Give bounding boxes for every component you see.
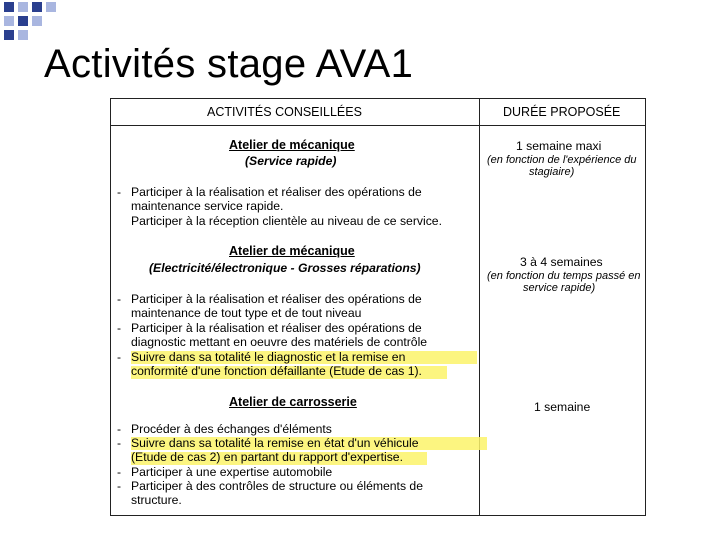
section-2-duration-note-2: service rapide) bbox=[523, 282, 596, 294]
list-item: - Suivre dans sa totalité le diagnostic et la remise en conformité d'une fonction défaillante (Etude de cas 1). bbox=[117, 350, 422, 378]
header-right: DURÉE PROPOSÉE bbox=[503, 105, 621, 119]
list-item: - Participer à la réalisation et réaliser des opérations de maintenance de tout type et de tout niveau bbox=[117, 292, 422, 320]
section-1-subtitle: (Service rapide) bbox=[245, 154, 337, 168]
section-3-duration: 1 semaine bbox=[534, 400, 591, 414]
section-2-duration-note-1: (en fonction du temps passé en bbox=[487, 270, 641, 282]
list-item: - Participer à la réalisation et réaliser des opérations de maintenance service rapide. bbox=[117, 185, 422, 213]
column-divider bbox=[479, 99, 480, 515]
list-item: - Participer à des contrôles de structure ou éléments de structure. bbox=[117, 479, 423, 507]
activities-table bbox=[110, 98, 646, 516]
list-item: - Procéder à des échanges d'éléments bbox=[117, 422, 332, 436]
list-item: - Suivre dans sa totalité la remise en état d'un véhicule (Etude de cas 2) en partant du rapport d'expertise. bbox=[117, 436, 419, 464]
section-1-duration-note-1: (en fonction de l'expérience du bbox=[487, 154, 637, 166]
slide-title: Activités stage AVA1 bbox=[44, 42, 414, 86]
section-3-title: Atelier de carrosserie bbox=[229, 395, 357, 409]
list-item: - Participer à une expertise automobile bbox=[117, 465, 333, 479]
list-item: - Participer à la réalisation et réaliser des opérations de diagnostic mettant en oeuvre des matériels de contrôle bbox=[117, 321, 428, 349]
section-2-duration: 3 à 4 semaines bbox=[520, 255, 603, 269]
section-1-title: Atelier de mécanique bbox=[229, 138, 355, 152]
section-1-duration: 1 semaine maxi bbox=[516, 139, 602, 153]
list-item: Participer à la réception clientèle au niveau de ce service. bbox=[131, 214, 442, 228]
section-2-title: Atelier de mécanique bbox=[229, 244, 355, 258]
decorative-squares bbox=[0, 0, 60, 40]
header-left: ACTIVITÉS CONSEILLÉES bbox=[207, 105, 362, 119]
header-divider bbox=[111, 125, 645, 126]
section-2-subtitle: (Electricité/électronique - Grosses réparations) bbox=[149, 261, 421, 275]
section-1-duration-note-2: stagiaire) bbox=[529, 166, 575, 178]
